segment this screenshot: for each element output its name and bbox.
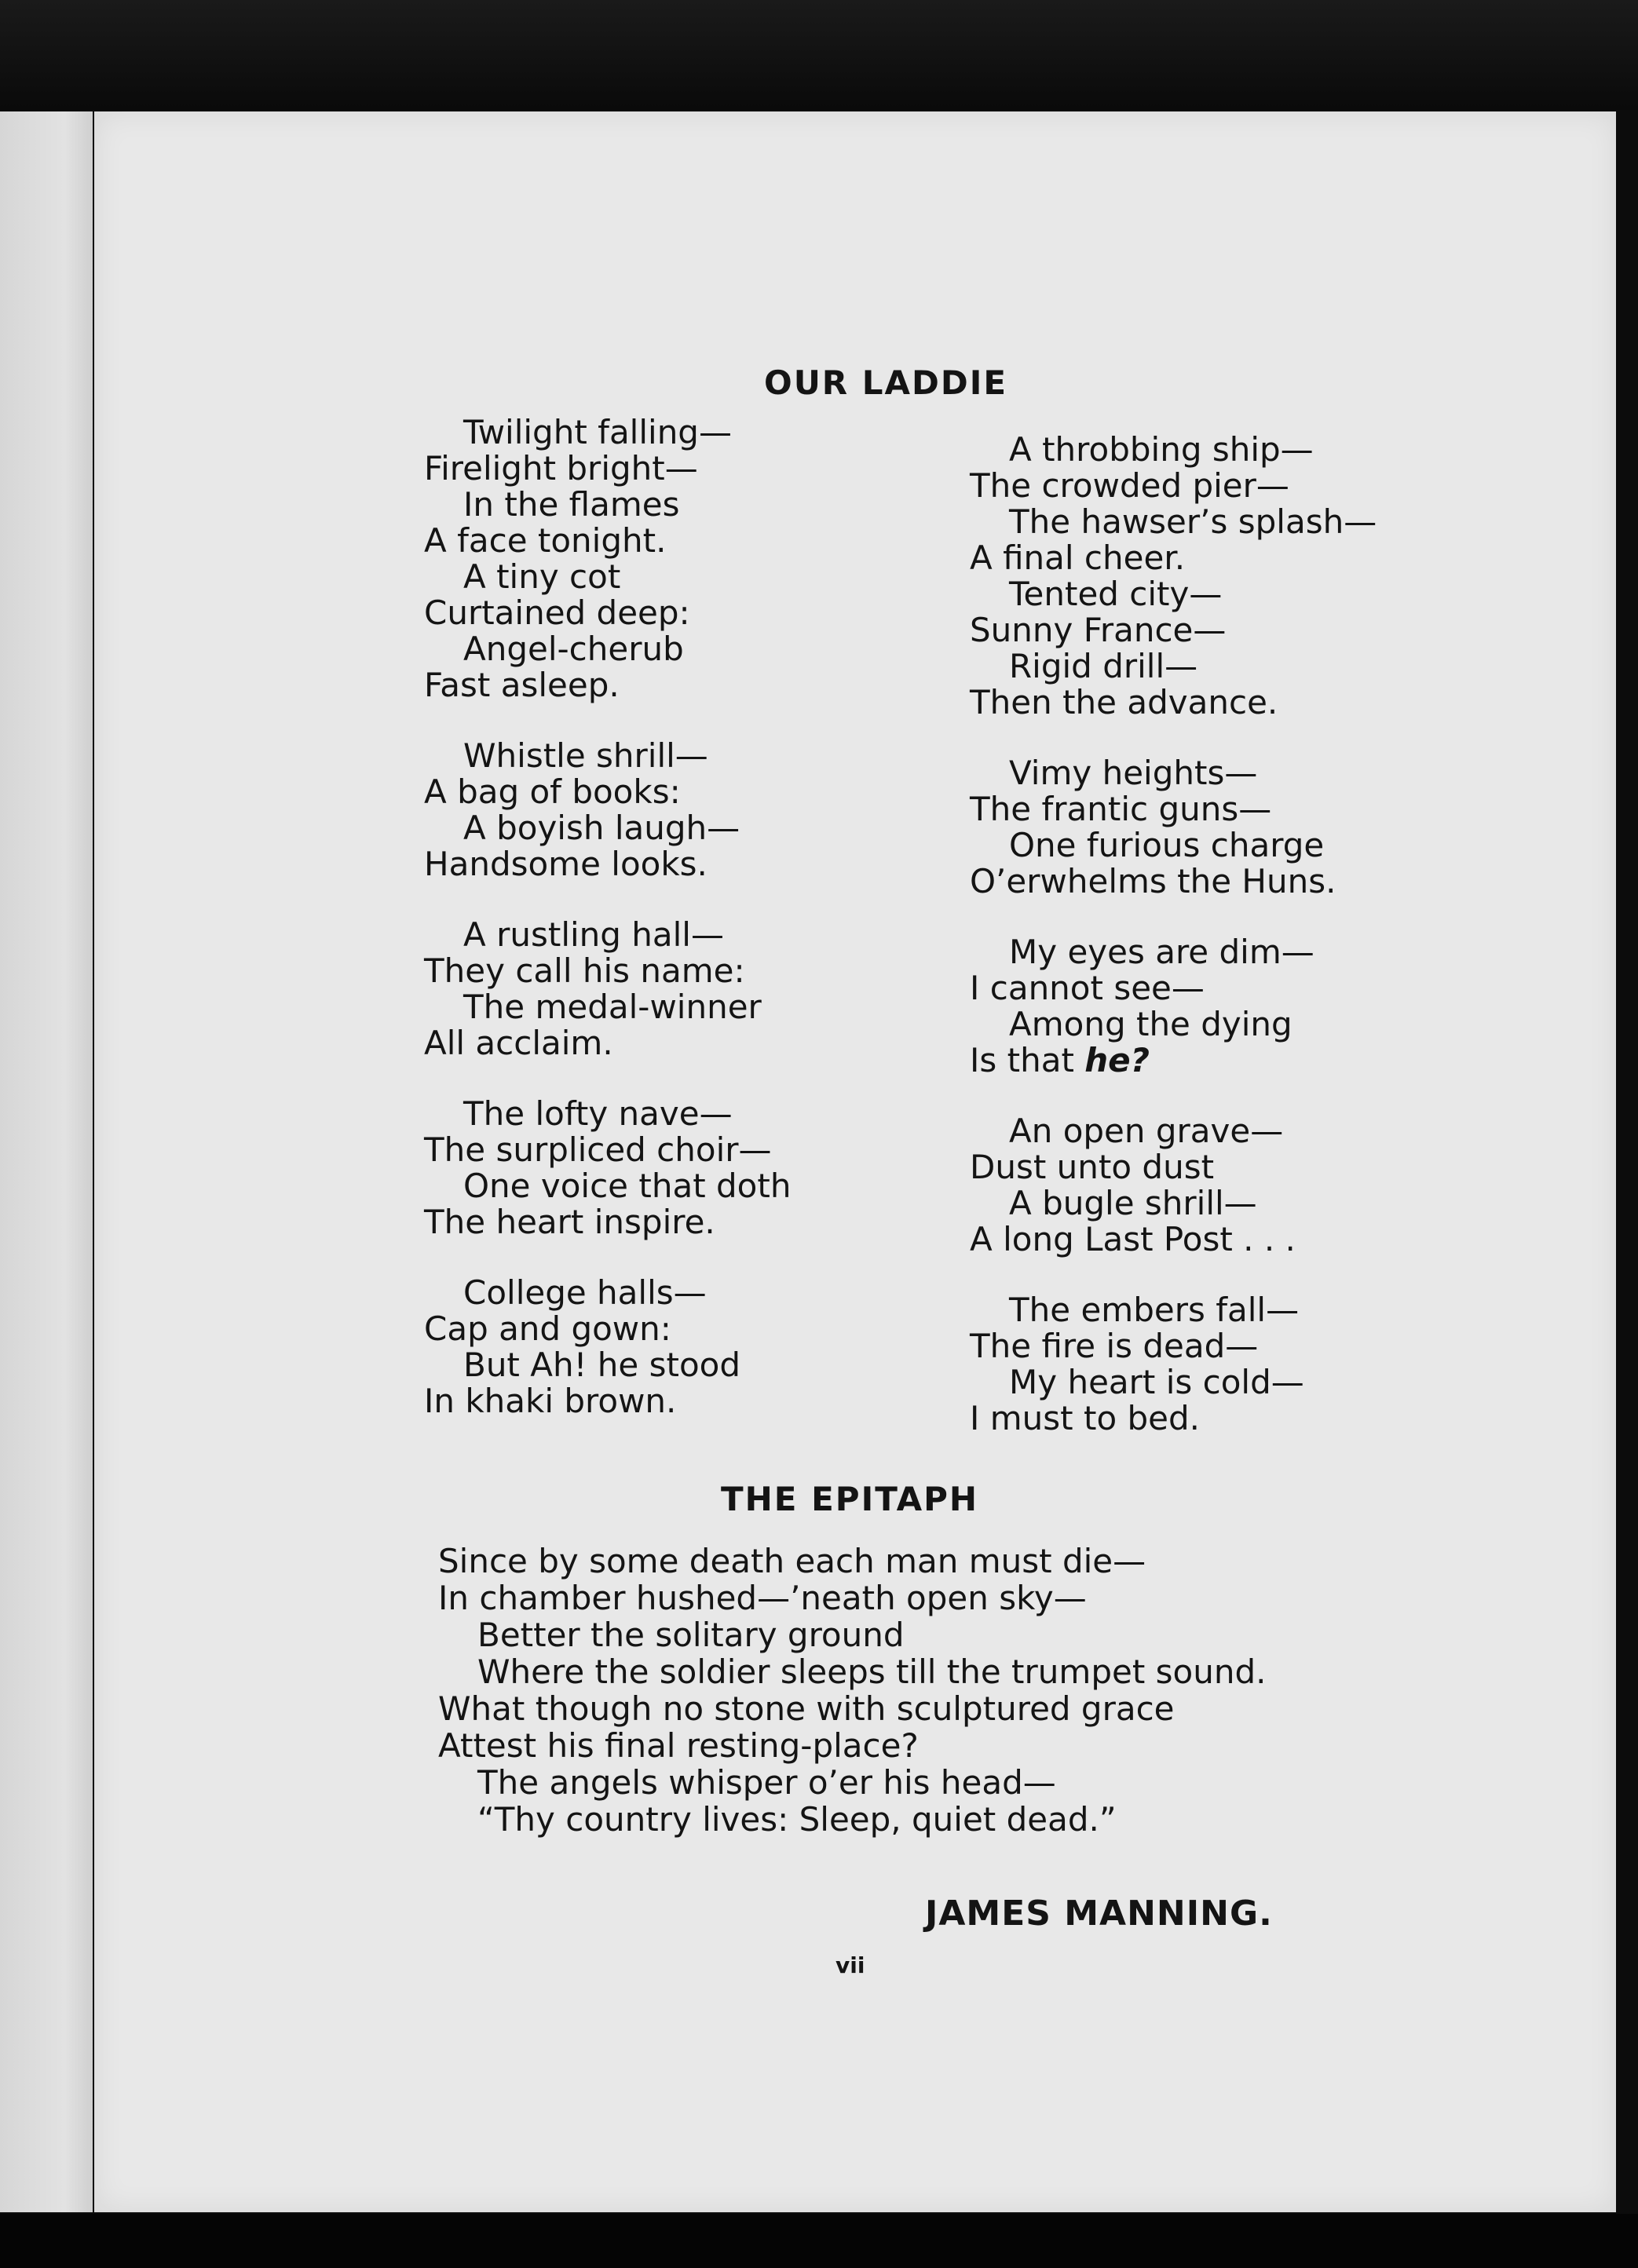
poem-line: But Ah! he stood — [463, 1346, 741, 1384]
facing-page-edge — [0, 111, 93, 2212]
poem-line: Vimy heights— — [1009, 754, 1258, 792]
poem-line: The hawser’s splash— — [1009, 502, 1377, 541]
scan-top-border — [0, 0, 1638, 110]
poem-line: A rustling hall— — [463, 915, 724, 954]
stanza — [424, 1096, 791, 1240]
poem-line: A long Last Post . . . — [970, 1220, 1296, 1258]
poem-line: The embers fall— — [1009, 1291, 1300, 1329]
poem-line: In chamber hushed—’neath open sky— — [438, 1579, 1087, 1617]
emphasized-word: he? — [1084, 1041, 1150, 1079]
poem-line: The frantic guns— — [970, 790, 1272, 828]
poem-line: Curtained deep: — [424, 593, 690, 632]
poem-line: Rigid drill— — [1009, 647, 1198, 685]
page-number: vii — [835, 1952, 865, 1978]
poem-line: Since by some death each man must die— — [438, 1542, 1146, 1580]
poem-line: A tiny cot — [463, 557, 621, 596]
poem-line: The fire is dead— — [970, 1327, 1259, 1365]
poem-line: My heart is cold— — [1009, 1363, 1304, 1401]
poem-line: Then the advance. — [970, 683, 1278, 721]
author-signature: JAMES MANNING. — [925, 1894, 1273, 1934]
poem-line: Angel-cherub — [463, 630, 684, 668]
poem-line: The heart inspire. — [424, 1203, 715, 1241]
stanza — [970, 1292, 1377, 1437]
poem-line: College halls— — [463, 1273, 707, 1312]
our-laddie-left-column — [424, 415, 791, 1454]
poem-line: Where the soldier sleeps till the trumpet sound. — [477, 1653, 1267, 1691]
scan-right-border — [1616, 111, 1638, 2212]
poem-line: One voice that doth — [463, 1167, 792, 1205]
poem-title-the-epitaph: THE EPITAPH — [721, 1480, 979, 1518]
poem-line: Cap and gown: — [424, 1309, 671, 1348]
epitaph-poem — [438, 1543, 1266, 1838]
poem-line: A bugle shrill— — [1009, 1184, 1257, 1222]
our-laddie-right-column — [970, 432, 1377, 1471]
stanza — [424, 738, 791, 882]
stanza — [970, 1113, 1377, 1258]
poem-line: Dust unto dust — [970, 1148, 1215, 1186]
poem-line: The lofty nave— — [463, 1094, 733, 1133]
poem-line: Sunny France— — [970, 611, 1227, 649]
poem-line: O’erwhelms the Huns. — [970, 862, 1336, 900]
scan-bottom-border — [0, 2214, 1638, 2268]
poem-line: The angels whisper o’er his head— — [477, 1763, 1056, 1802]
poem-line: “Thy country lives: Sleep, quiet dead.” — [477, 1800, 1117, 1839]
poem-line: In the flames — [463, 485, 680, 524]
poem-line: Twilight falling— — [463, 413, 732, 451]
poem-line: A bag of books: — [424, 772, 681, 811]
poem-line-text: Is that — [970, 1041, 1085, 1079]
poem-line: An open grave— — [1009, 1112, 1284, 1150]
poem-line: One furious charge — [1009, 826, 1325, 864]
poem-line: They call his name: — [424, 951, 745, 990]
poem-line — [970, 1043, 1377, 1079]
poem-line: I cannot see— — [970, 969, 1205, 1007]
poem-line: Attest his final resting-place? — [438, 1726, 919, 1765]
poem-line: Among the dying — [1009, 1005, 1292, 1043]
poem-line: Fast asleep. — [424, 666, 620, 704]
stanza — [424, 415, 791, 703]
poem-line: A face tonight. — [424, 521, 667, 560]
poem-line: A boyish laugh— — [463, 809, 740, 847]
stanza — [970, 432, 1377, 721]
poem-line: I must to bed. — [970, 1399, 1200, 1437]
stanza — [970, 934, 1377, 1079]
poem-line: A final cheer. — [970, 539, 1186, 577]
poem-line: My eyes are dim— — [1009, 933, 1314, 971]
poem-line: The surpliced choir— — [424, 1130, 772, 1169]
stanza — [970, 755, 1377, 900]
poem-line: Better the solitary ground — [477, 1616, 905, 1654]
poem-line: Firelight bright— — [424, 449, 698, 488]
poem-title-our-laddie: OUR LADDIE — [764, 363, 1008, 402]
poem-line: What though no stone with sculptured grace — [438, 1689, 1175, 1728]
poem-line: Handsome looks. — [424, 845, 707, 883]
poem-line: All acclaim. — [424, 1024, 613, 1062]
stanza — [424, 917, 791, 1061]
poem-line: Whistle shrill— — [463, 736, 708, 775]
poem-line: A throbbing ship— — [1009, 430, 1314, 469]
poem-line: In khaki brown. — [424, 1382, 677, 1420]
poem-line: The crowded pier— — [970, 466, 1289, 505]
book-page — [94, 111, 1618, 2212]
poem-line: Tented city— — [1009, 575, 1223, 613]
poem-line: The medal-winner — [463, 988, 762, 1026]
stanza — [424, 1275, 791, 1419]
